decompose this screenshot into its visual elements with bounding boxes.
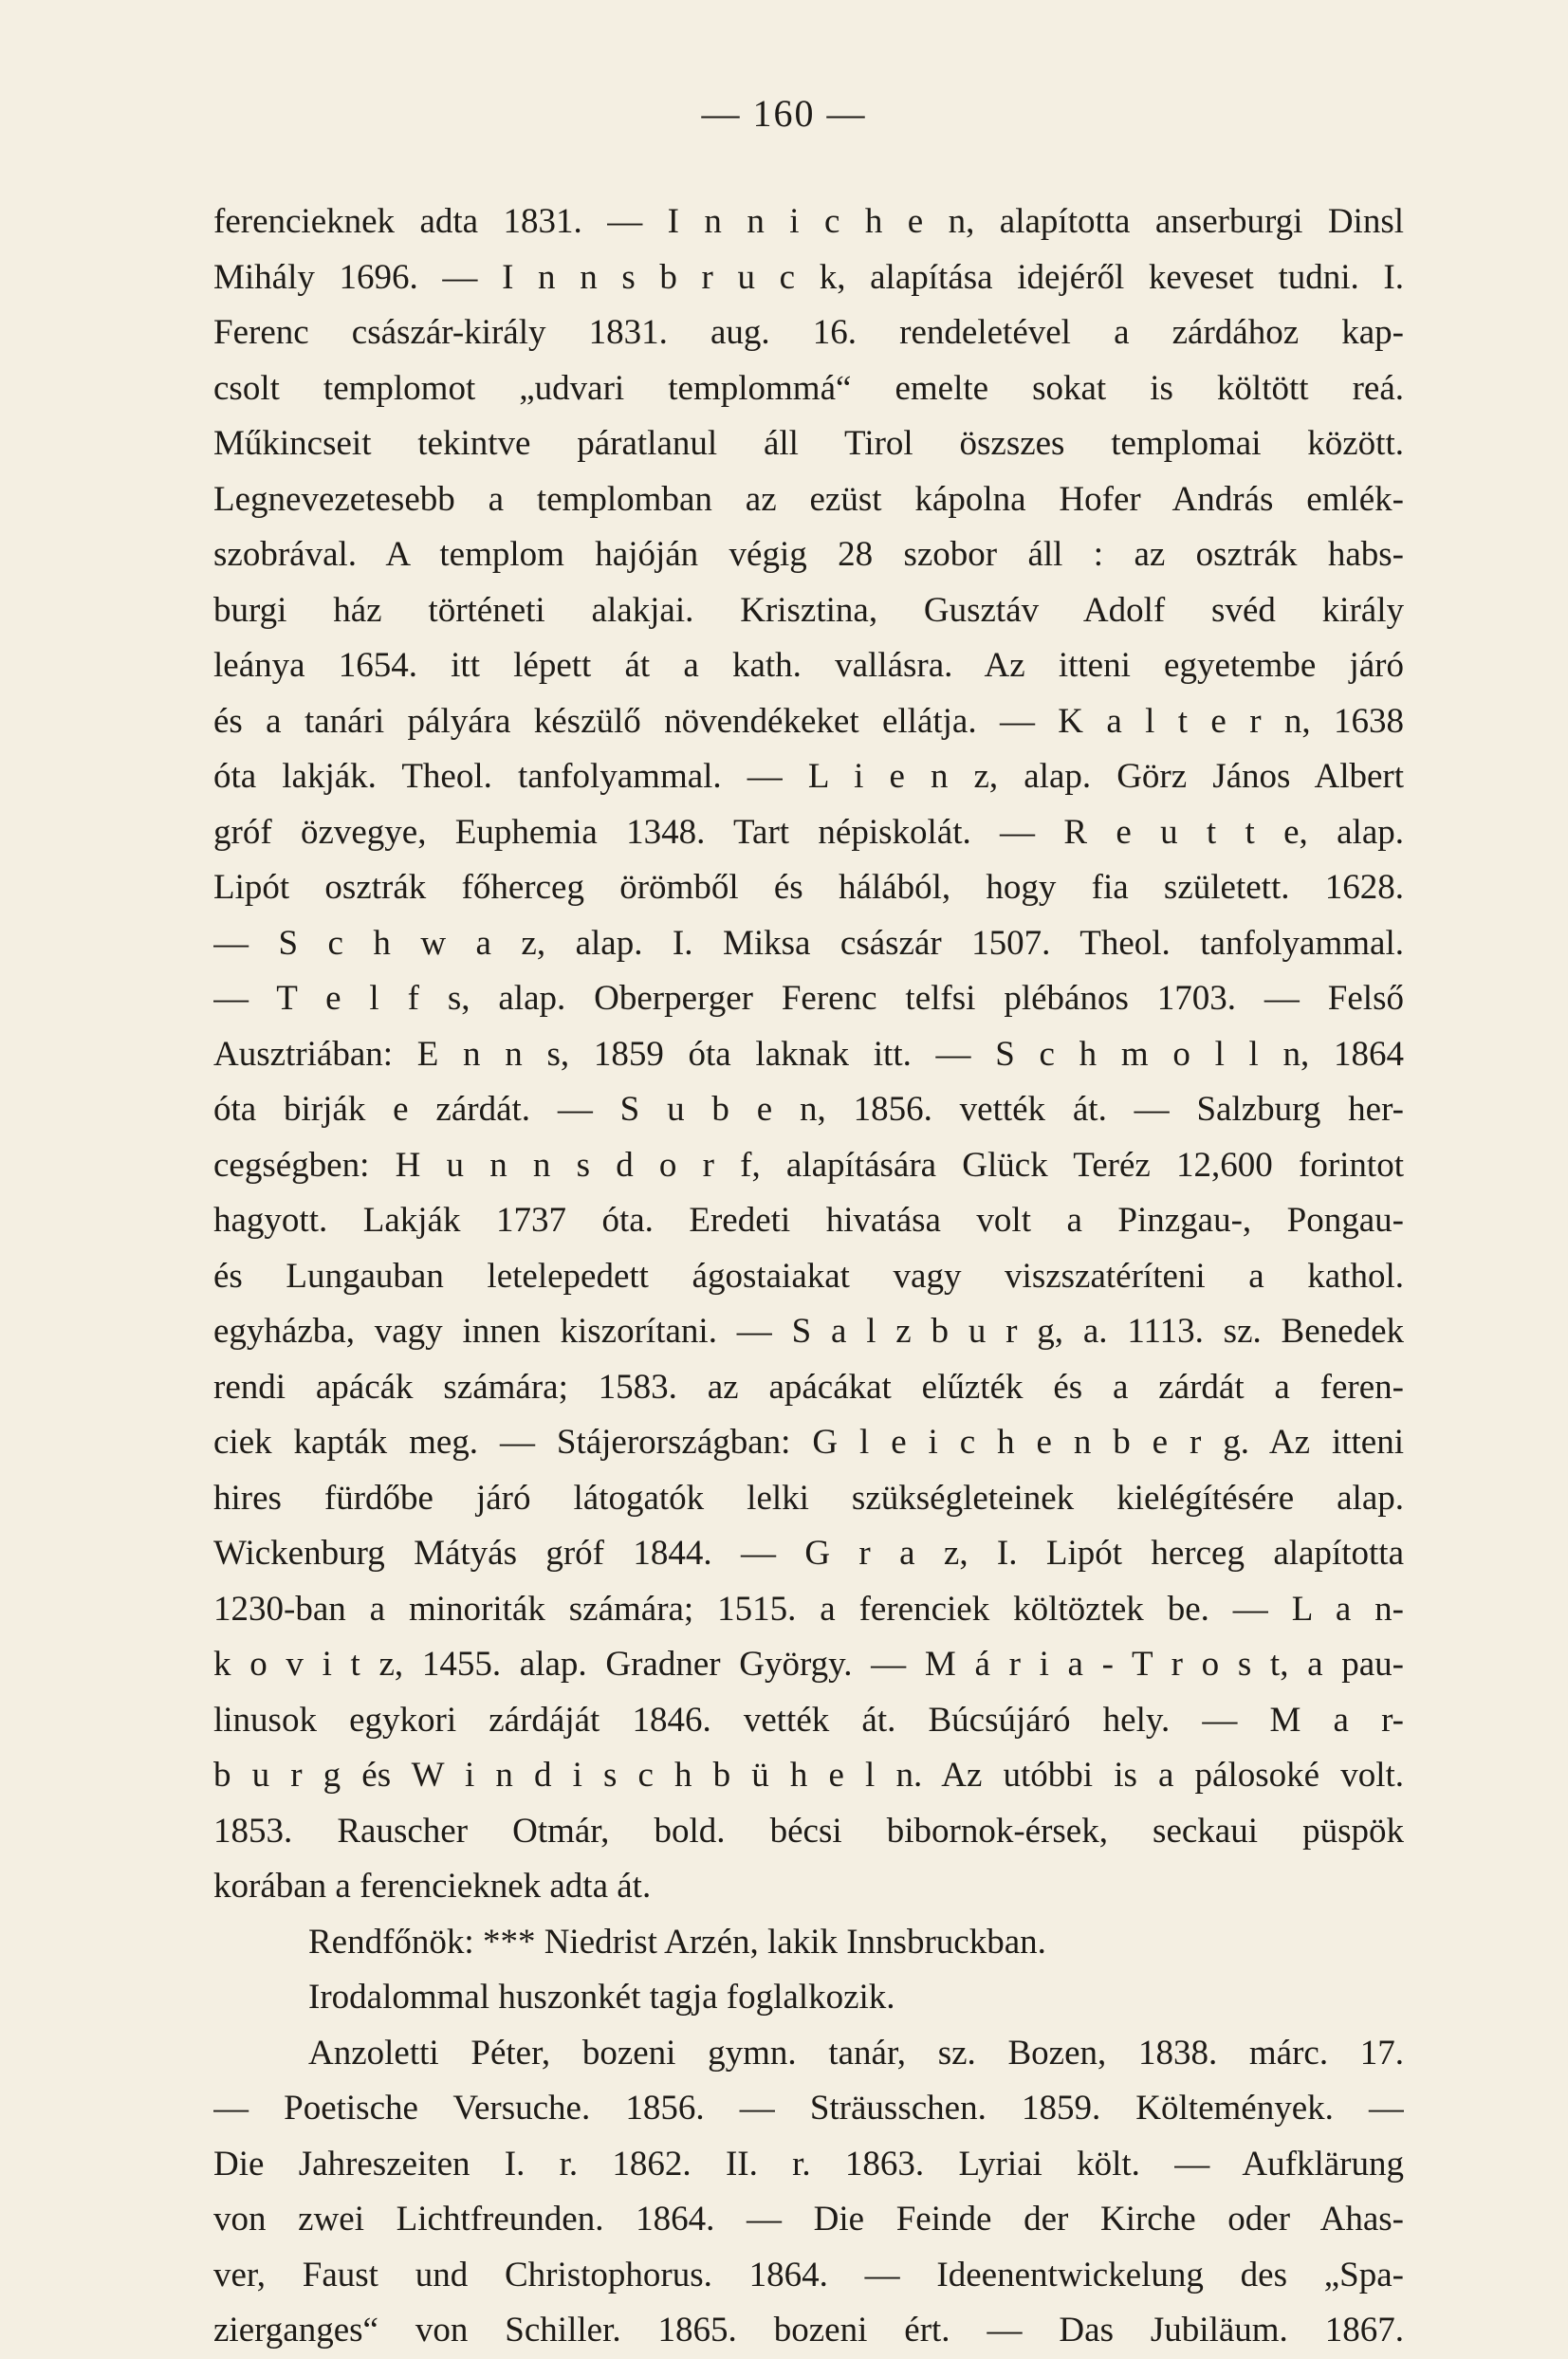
text-line: hagyott. Lakják 1737 óta. Eredeti hivatása volt a Pinzgau-, Pongau- xyxy=(213,1201,1404,1240)
text-line: csolt templomot „udvari templommá“ emelte sokat is költött reá. xyxy=(213,368,1404,408)
text-line: Mihály 1696. — I n n s b r u c k, alapítása idejéről keveset tudni. I. xyxy=(213,257,1404,297)
text-line: b u r g és W i n d i s c h b ü h e l n. Az utóbbi is a pálosoké volt. xyxy=(213,1756,1404,1795)
text-line: linusok egykori zárdáját 1846. vették át. Búcsújáró hely. — M a r- xyxy=(213,1700,1404,1740)
text-line: szobrával. A templom hajóján végig 28 szobor áll : az osztrák habs- xyxy=(213,535,1404,574)
text-body xyxy=(213,194,1404,2359)
text-line: ferencieknek adta 1831. — I n n i c h e n, alapította anserburgi Dinsl xyxy=(213,202,1404,241)
text-line: ciek kapták meg. — Stájerországban: G l e i c h e n b e r g. Az itteni xyxy=(213,1423,1404,1462)
text-line: burgi ház történeti alakjai. Krisztina, Gusztáv Adolf svéd király xyxy=(213,590,1404,630)
text-line: Rendfőnök: *** Niedrist Arzén, lakik Innsbruckban. xyxy=(308,1922,1046,1962)
text-line: Ausztriában: E n n s, 1859 óta laknak itt. — S c h m o l l n, 1864 xyxy=(213,1034,1404,1074)
text-line: — T e l f s, alap. Oberperger Ferenc telfsi plébános 1703. — Felső xyxy=(213,979,1404,1018)
text-line: leánya 1654. itt lépett át a kath. vallásra. Az itteni egyetembe járó xyxy=(213,646,1404,685)
text-line: zierganges“ von Schiller. 1865. bozeni ért. — Das Jubiläum. 1867. xyxy=(213,2311,1404,2350)
text-line: 1230-ban a minoriták számára; 1515. a ferenciek költöztek be. — L a n- xyxy=(213,1589,1404,1629)
text-line: gróf özvegye, Euphemia 1348. Tart népiskolát. — R e u t t e, alap. xyxy=(213,812,1404,852)
text-line: Irodalommal huszonkét tagja foglalkozik. xyxy=(308,1978,895,2017)
text-line: — Poetische Versuche. 1856. — Sträusschen. 1859. Költemények. — xyxy=(213,2089,1404,2128)
text-line: rendi apácák számára; 1583. az apácákat elűzték és a zárdát a feren- xyxy=(213,1367,1404,1407)
page-number: — 160 — xyxy=(701,92,867,135)
text-line: óta birják e zárdát. — S u b e n, 1856. vették át. — Salzburg her- xyxy=(213,1090,1404,1129)
text-line: von zwei Lichtfreunden. 1864. — Die Feinde der Kirche oder Ahas- xyxy=(213,2200,1404,2239)
text-line: 1853. Rauscher Otmár, bold. bécsi bibornok-érsek, seckaui püspök xyxy=(213,1811,1404,1851)
text-line: Legnevezetesebb a templomban az ezüst kápolna Hofer András emlék- xyxy=(213,479,1404,519)
text-line: és a tanári pályára készülő növendékeket ellátja. — K a l t e r n, 1638 xyxy=(213,701,1404,741)
text-line: hires fürdőbe járó látogatók lelki szükségleteinek kielégítésére alap. xyxy=(213,1478,1404,1518)
text-line: és Lungauban letelepedett ágostaiakat vagy viszszatéríteni a kathol. xyxy=(213,1256,1404,1296)
text-line: cegségben: H u n n s d o r f, alapítására Glück Teréz 12,600 forintot xyxy=(213,1145,1404,1185)
text-line: — S c h w a z, alap. I. Miksa császár 1507. Theol. tanfolyammal. xyxy=(213,923,1404,963)
text-line: k o v i t z, 1455. alap. Gradner György. — M á r i a - T r o s t, a pau- xyxy=(213,1645,1404,1684)
text-line: óta lakják. Theol. tanfolyammal. — L i e n z, alap. Görz János Albert xyxy=(213,757,1404,796)
text-line: Lipót osztrák főherceg örömből és hálából, hogy fia született. 1628. xyxy=(213,868,1404,907)
text-line: Die Jahreszeiten I. r. 1862. II. r. 1863. Lyriai költ. — Aufklärung xyxy=(213,2144,1404,2184)
text-line: Wickenburg Mátyás gróf 1844. — G r a z, I. Lipót herceg alapította xyxy=(213,1534,1404,1573)
text-line: egyházba, vagy innen kiszorítani. — S a l z b u r g, a. 1113. sz. Benedek xyxy=(213,1312,1404,1351)
text-line: Ferenc császár-király 1831. aug. 16. rendeletével a zárdához kap- xyxy=(213,313,1404,352)
text-line: Műkincseit tekintve páratlanul áll Tirol öszszes templomai között. xyxy=(213,424,1404,463)
text-line: Anzoletti Péter, bozeni gymn. tanár, sz. Bozen, 1838. márc. 17. xyxy=(308,2033,1404,2073)
text-line: korában a ferencieknek adta át. xyxy=(213,1867,652,1906)
text-line: ver, Faust und Christophorus. 1864. — Ideenentwickelung des „Spa- xyxy=(213,2255,1404,2294)
